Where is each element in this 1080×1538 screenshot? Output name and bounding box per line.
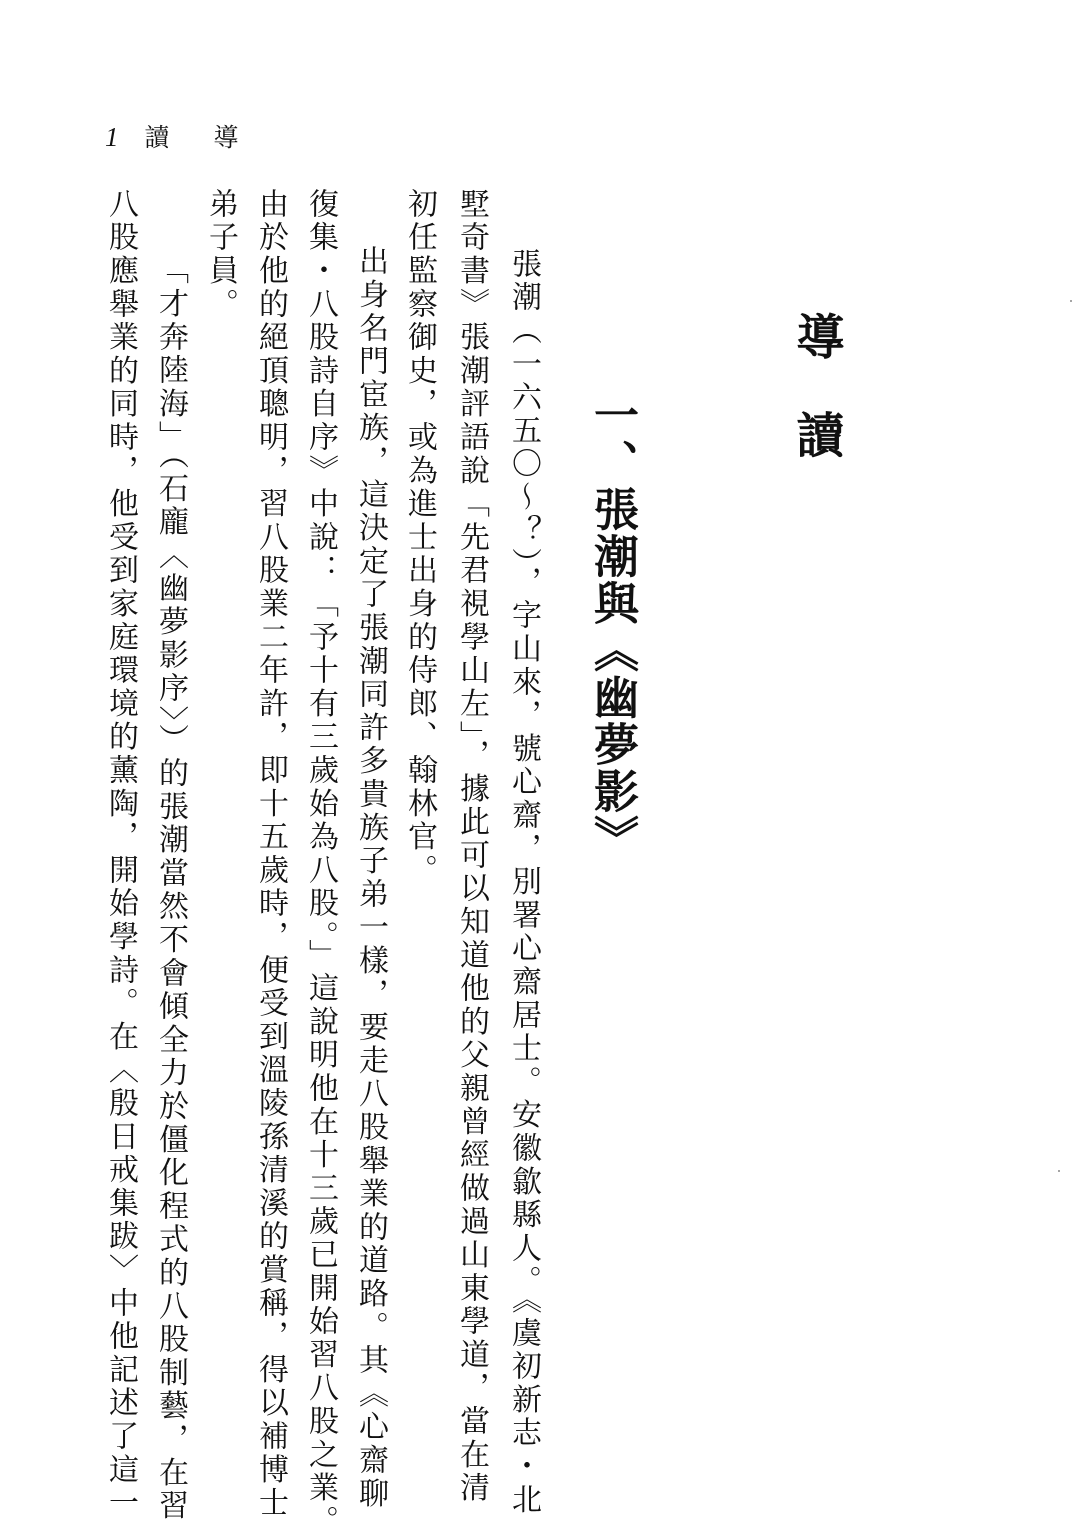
body-line: 墅奇書》張潮評語說「先君視學山左」，據此可以知道他的父親曾經做過山東學道，當在清	[454, 188, 489, 1505]
scan-speck	[1058, 1170, 1060, 1172]
body-line: 「才奔陸海」（石龐〈幽夢影序〉）的張潮當然不會傾全力於僵化程式的八股制藝，在習	[153, 236, 188, 1523]
running-header	[105, 122, 256, 153]
body-line: 八股應舉業的同時，他受到家庭環境的薰陶，開始學詩。在〈殷日戒集跋〉中他記述了這一	[103, 188, 138, 1520]
running-title: 讀 導	[144, 123, 257, 152]
body-line: 初任監察御史，或為進士出身的侍郎、翰林官。	[402, 188, 437, 888]
scan-speck	[1070, 300, 1072, 302]
body-line: 出身名門宦族，這決定了張潮同許多貴族子弟一樣，要走八股舉業的道路。其《心齋聊	[353, 212, 388, 1511]
page-number: 1	[105, 122, 119, 152]
body-line: 復集・八股詩自序》中說：「予十有三歲始為八股。」這說明他在十三歲已開始習八股之業。	[303, 188, 338, 1538]
chapter-title: 導讀	[788, 312, 844, 508]
body-line: 張潮（一六五〇～？），字山來，號心齋，別署心齋居士。安徽歙縣人。《虞初新志・北	[506, 248, 541, 1517]
body-line: 弟子員。	[203, 188, 238, 322]
body-line: 由於他的絕頂聰明，習八股業二年許，即十五歲時，便受到溫陵孫清溪的賞稱，得以補博士	[253, 188, 288, 1520]
section-title: 一、張潮與《幽夢影》	[586, 392, 639, 862]
